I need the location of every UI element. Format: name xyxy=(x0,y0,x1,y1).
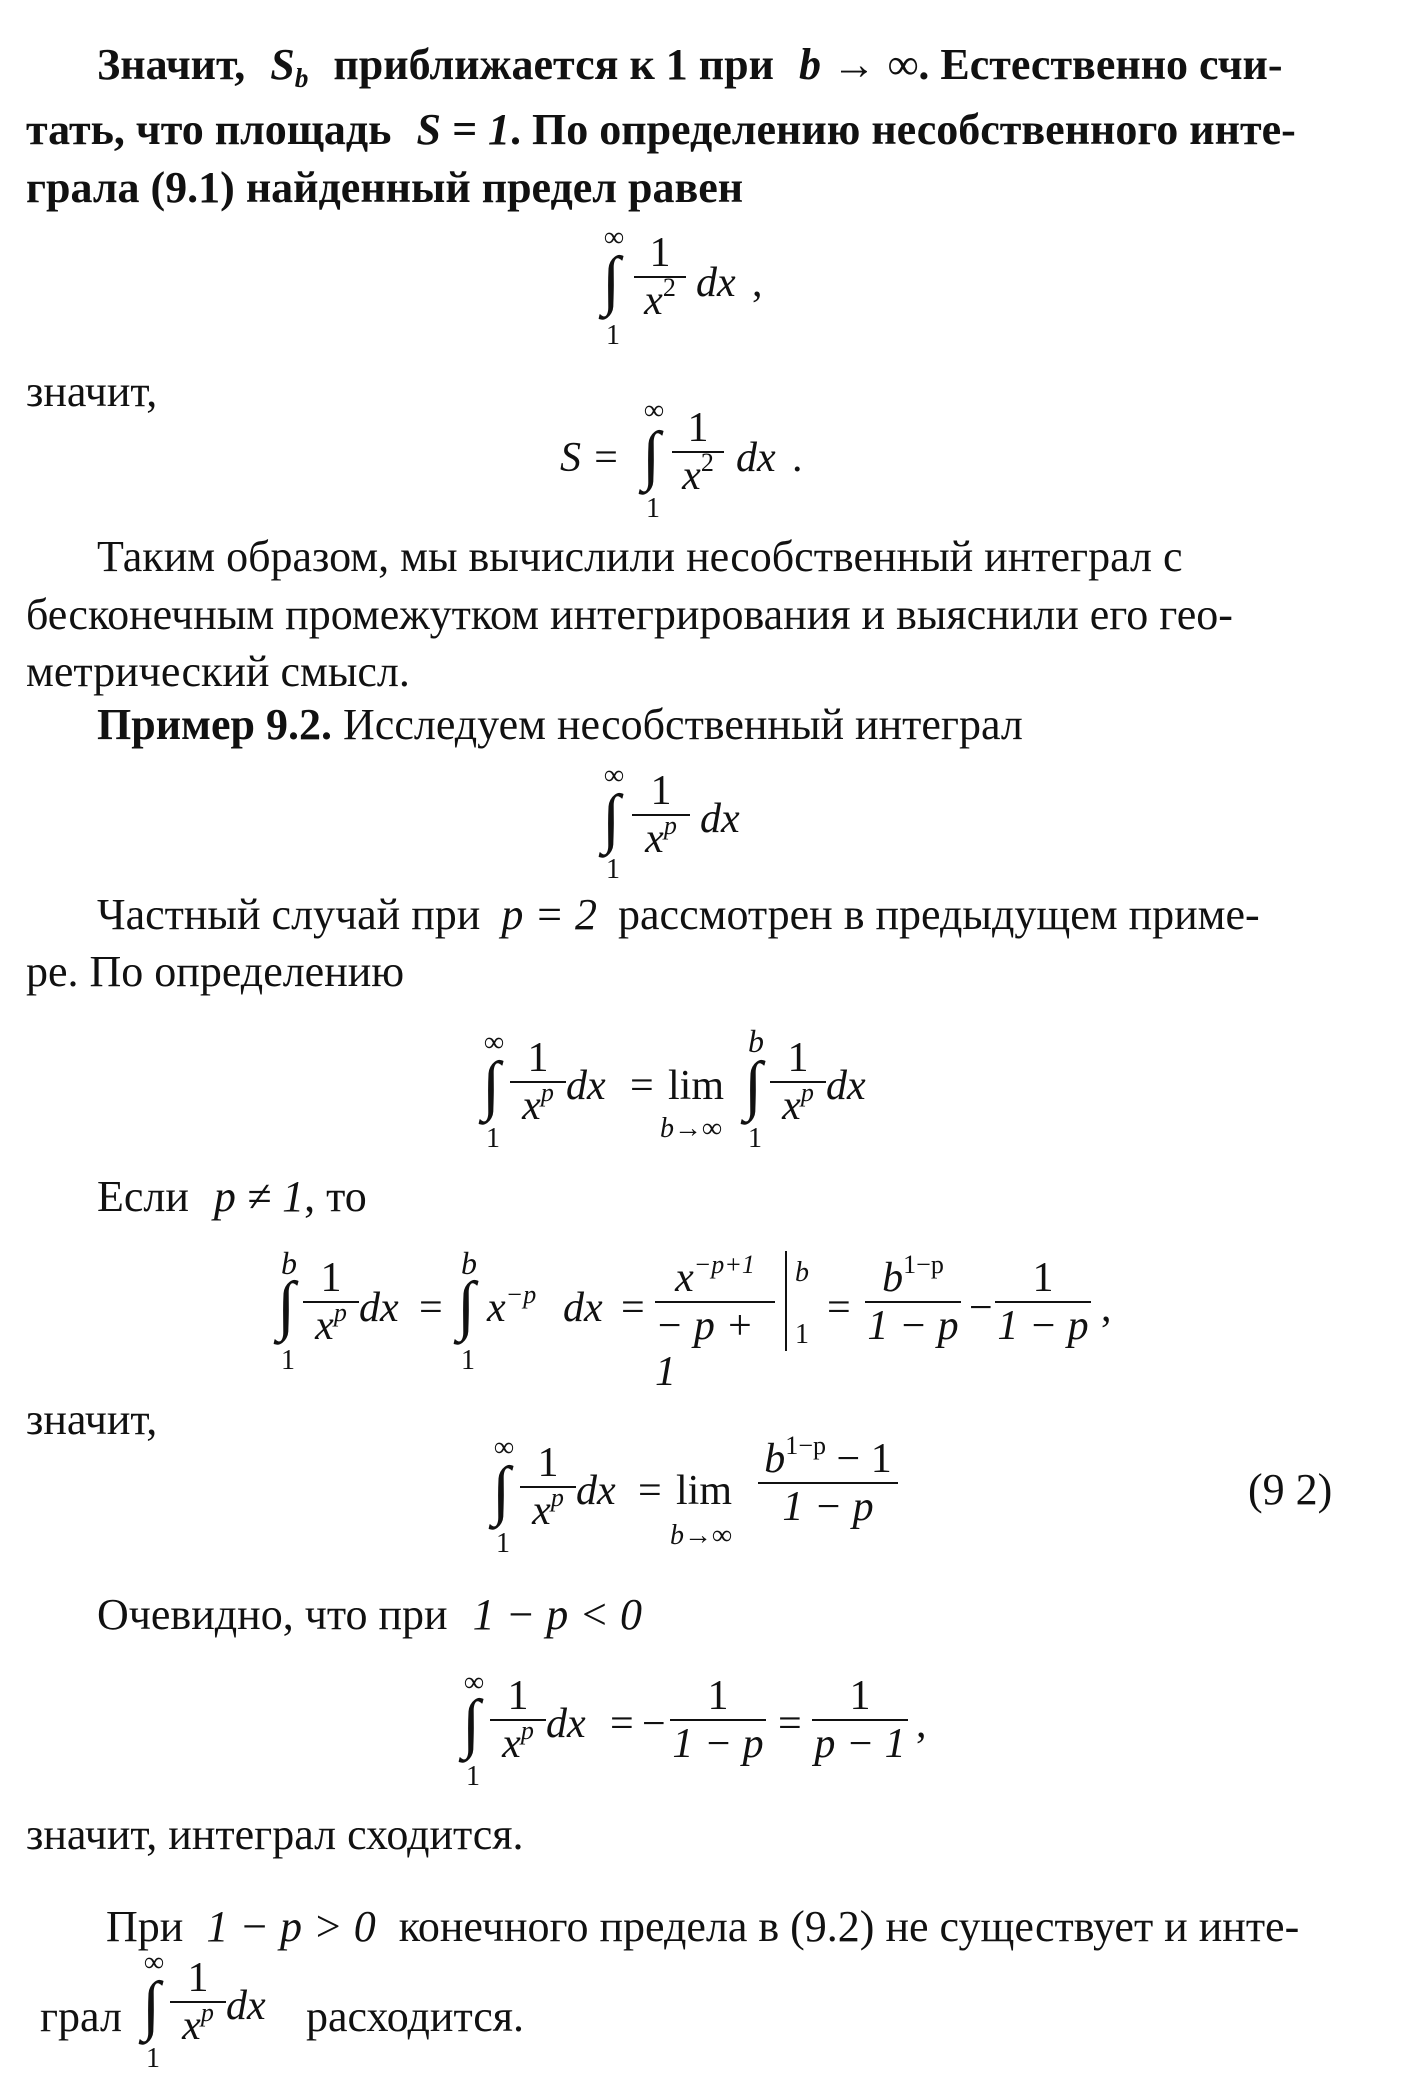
formula-9-2: ∞ ∫ 1 1 $x^p$ dx = lim b→∞ $b^{1-p} - 1$ 1 − p xyxy=(490,1430,920,1570)
text: Если xyxy=(97,1172,189,1221)
text: При xyxy=(106,1902,184,1951)
paragraph-3-line-2: ре. По определению xyxy=(26,947,405,996)
paragraph-2-line-3: метрический смысл. xyxy=(26,647,410,696)
paragraph-2-line-1: Таким образом, мы вычислили несобственный интеграл с xyxy=(97,532,1183,581)
esli-line xyxy=(97,1172,367,1222)
formula-definition-limit: ∞ ∫ 1 1 $x^p$ dx = lim b→∞ b ∫ 1 1 $x^p$ dx xyxy=(482,1023,866,1154)
math-p-neq-1: p ≠ 1 xyxy=(213,1172,305,1221)
paragraph-1-line-3: грала (9.1) найденный предел равен xyxy=(26,163,744,212)
math-p-eq-2: p = 2 xyxy=(501,890,598,939)
example-9-2-line xyxy=(97,700,1023,750)
math-1-minus-p-lt-0: 1 − p < 0 xyxy=(472,1590,642,1639)
formula-antiderivative: b ∫ 1 1 $x^p$ dx = b ∫ 1 $x^{-p}$ dx = $x^{-p+1}$ − p + 1 b 1 = $b^{1-p}$ 1 − p − 1 1 − p , xyxy=(277,1245,1112,1395)
paragraph-1-line-1 xyxy=(97,40,1283,94)
text: . По определению несобственного инте- xyxy=(510,105,1296,154)
formula-convergent-value: ∞ ∫ 1 1 $x^p$ dx = − 1 1 − p = 1 p − 1 , xyxy=(462,1667,927,1792)
math-sb: $S_b$ xyxy=(270,40,309,94)
paragraph-3-line-1 xyxy=(97,890,1260,940)
math-s-eq-1: S = 1 xyxy=(416,105,510,154)
text: , то xyxy=(304,1172,367,1221)
math-1-minus-p-gt-0: 1 − p > 0 xyxy=(206,1902,376,1951)
example-label: Пример 9.2. xyxy=(97,700,333,749)
znachit-3: значит, интеграл сходится. xyxy=(26,1810,524,1859)
ochevidno-line xyxy=(97,1590,642,1640)
text: приближается к 1 при xyxy=(333,40,774,89)
text: Очевидно, что при xyxy=(97,1590,448,1639)
paragraph-2-line-2: бесконечным промежутком интегрирования и выяснили его гео- xyxy=(26,590,1233,639)
equation-number: (9 2) xyxy=(1248,1465,1333,1514)
text: Исследуем несобственный интеграл xyxy=(343,700,1023,749)
text: конечного предела в (9.2) не существует и инте- xyxy=(398,1902,1300,1951)
math-b-to-inf: b → ∞ xyxy=(798,40,919,89)
last-paragraph-line-2-end: расходится. xyxy=(306,1992,525,2041)
znachit-2: значит, xyxy=(26,1395,158,1444)
formula-s-equals-integral: S = ∞ ∫ 1 1 $x^2$ dx . xyxy=(560,395,803,524)
text: рассмотрен в предыдущем приме- xyxy=(618,890,1260,939)
paragraph-1-line-2 xyxy=(26,105,1296,155)
text: . Естественно счи- xyxy=(918,40,1283,89)
last-paragraph-line-2-start: грал xyxy=(40,1992,122,2041)
text: Значит, xyxy=(97,40,246,89)
formula-inline-integral: ∞ ∫ 1 1 $x^p$ dx xyxy=(142,1947,266,2074)
znachit-1: значит, xyxy=(26,367,158,416)
formula-integral-1-over-xp: ∞ ∫ 1 1 $x^p$ dx xyxy=(602,760,740,885)
text: тать, что площадь xyxy=(26,105,392,154)
formula-integral-1-over-x2: ∞ ∫ 1 1 $x^2$ dx , xyxy=(602,222,763,351)
text: Частный случай при xyxy=(97,890,481,939)
